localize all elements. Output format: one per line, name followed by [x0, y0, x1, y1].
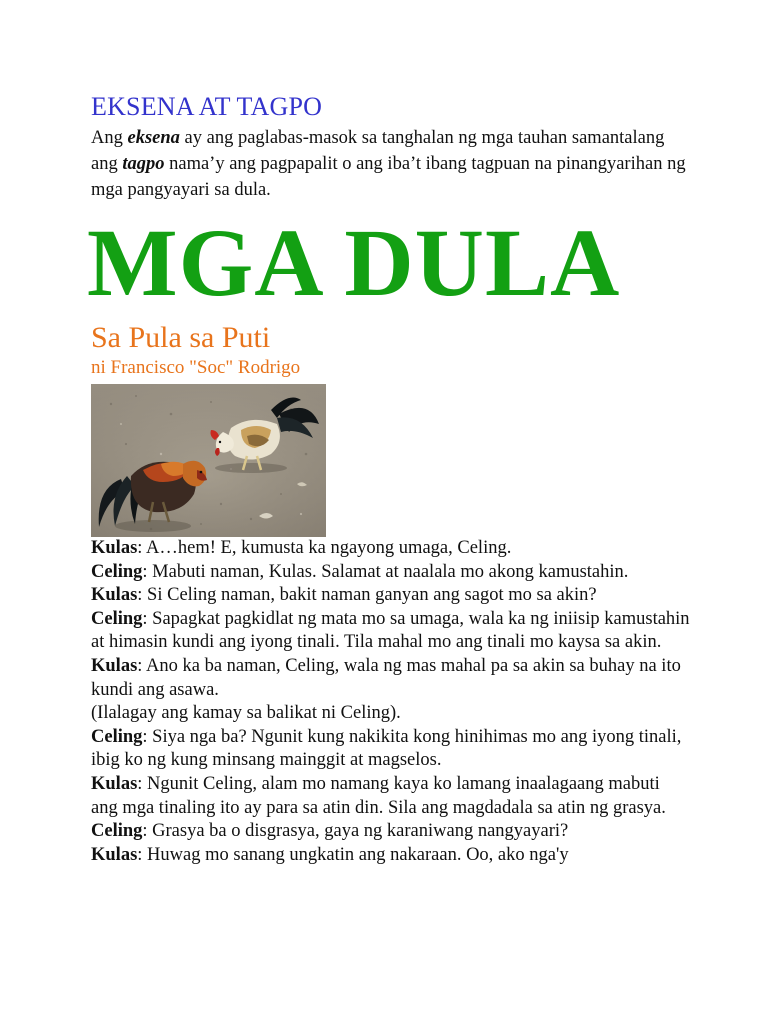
section-heading: EKSENA AT TAGPO: [91, 92, 323, 121]
dialogue-text: : Grasya ba o disgrasya, gaya ng karaniwang nangyayari?: [142, 821, 569, 842]
stage-direction: [91, 702, 691, 726]
dialogue-text: : Huwag mo sanang ungkatin ang nakaraan. Oo, ako nga'y: [137, 844, 569, 865]
intro-paragraph: [91, 125, 691, 203]
dialogue-text: : Si Celing naman, bakit naman ganyan ang sagot mo sa akin?: [137, 585, 597, 606]
dialogue-text: : Siya nga ba? Ngunit kung nakikita kong hinihimas mo ang iyong tinali, ibig ko ng kung minsang mainggit at magselos.: [91, 726, 682, 771]
intro-text-1: Ang: [91, 128, 128, 148]
term-tagpo: tagpo: [122, 154, 165, 174]
speaker-name: Kulas: [91, 585, 138, 606]
dialogue-line: [91, 608, 691, 655]
dialogue-text: (Ilalagay ang kamay sa balikat ni Celing).: [91, 703, 401, 724]
dialogue-text: : Ano ka ba naman, Celing, wala ng mas mahal pa sa akin sa buhay na ito kundi ang asawa.: [91, 655, 681, 700]
play-author: ni Francisco "Soc" Rodrigo: [91, 357, 301, 378]
dialogue-line: [91, 537, 691, 561]
intro-text-2: ay ang paglabas-masok sa tanghalan ng mga tauhan samantalang ang: [91, 128, 665, 174]
speaker-name: Kulas: [91, 773, 138, 794]
dialogue-text: : Ngunit Celing, alam mo namang kaya ko lamang inaalagaang mabuti ang mga tinaling ito ay para sa atin din. Sila ang magdadala sa atin ng grasya.: [91, 773, 666, 818]
big-title: MGA DULA: [87, 209, 621, 316]
dialogue-text: : Sapagkat pagkidlat ng mata mo sa umaga, wala ka ng iniisip kamustahin at himasin kundi ang iyong tinali. Tila mahal mo ang tinali mo kaysa sa akin.: [91, 608, 690, 653]
dialogue-text: : A…hem! E, kumusta ka ngayong umaga, Celing.: [137, 538, 512, 558]
dialogue-line: [91, 584, 691, 608]
speaker-name: Kulas: [91, 538, 138, 558]
dialogue: [91, 537, 691, 867]
speaker-name: Kulas: [91, 844, 138, 865]
speaker-name: Celing: [91, 726, 143, 747]
intro-text-3: nama’y ang pagpapalit o ang iba’t ibang tagpuan na pinangyarihan ng mga pangyayari sa dula.: [91, 154, 686, 200]
dialogue-line: [91, 844, 691, 868]
speaker-name: Kulas: [91, 655, 138, 676]
rooster-photo: [91, 384, 326, 537]
dialogue-line: [91, 726, 691, 773]
dialogue-line: [91, 655, 691, 702]
dialogue-line: [91, 773, 691, 820]
speaker-name: Celing: [91, 561, 143, 582]
document-page: [87, 92, 691, 867]
dialogue-line: [91, 820, 691, 844]
term-eksena: eksena: [127, 128, 180, 148]
speaker-name: Celing: [91, 821, 143, 842]
dialogue-line: [91, 561, 691, 585]
play-title: Sa Pula sa Puti: [91, 321, 271, 354]
speaker-name: Celing: [91, 608, 143, 629]
dialogue-text: : Mabuti naman, Kulas. Salamat at naalala mo akong kamustahin.: [142, 561, 629, 582]
